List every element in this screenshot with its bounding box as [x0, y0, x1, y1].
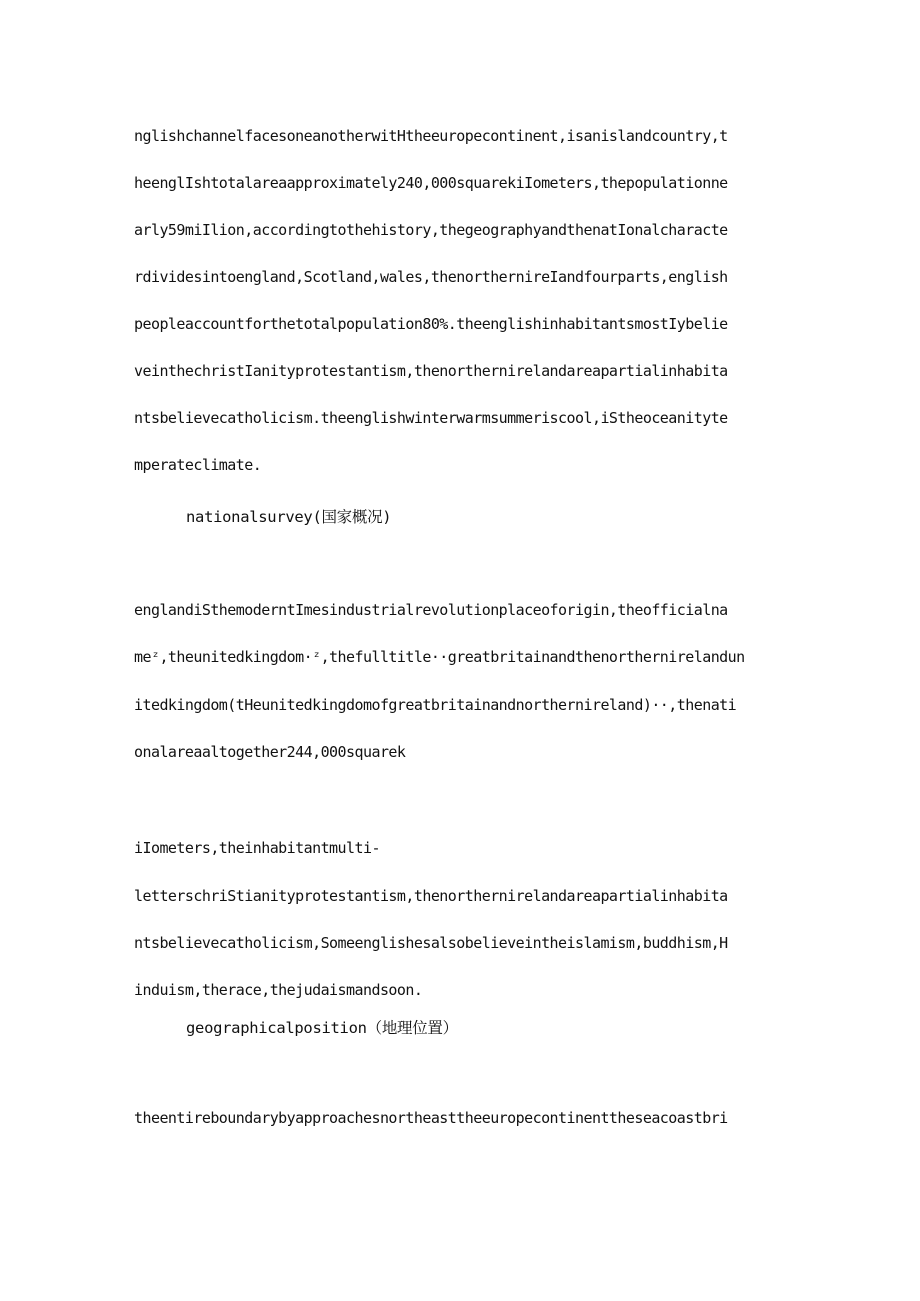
text-line: onalareaaltogether244,000squarek [134, 743, 406, 761]
text-line: meᶻ,theunitedkingdom·ᶻ,thefulltitle··greatbritainandthenorthernirelandun [134, 648, 745, 666]
text-line: nglishchannelfacesoneanotherwitHtheeuropecontinent,isanislandcountry,t [134, 127, 728, 145]
section-heading: geographicalposition（地理位置） [186, 1019, 458, 1037]
text-line: ntsbelievecatholicism,Someenglishesalsobelieveintheislamism,buddhism,H [134, 934, 728, 952]
text-line: induism,therace,thejudaismandsoon. [134, 981, 423, 999]
text-line: rdividesintoengland,Scotland,wales,thenorthernireIandfourparts,english [134, 268, 728, 286]
text-line: mperateclimate. [134, 456, 262, 474]
text-line: iIometers,theinhabitantmulti- [134, 839, 380, 857]
text-line: peopleaccountforthetotalpopulation80%.theenglishinhabitantsmostIybelie [134, 315, 728, 333]
text-line: letterschriStianityprotestantism,thenorthernirelandareapartialinhabita [134, 887, 728, 905]
text-line: itedkingdom(tHeunitedkingdomofgreatbritainandnorthernireland)··,thenati [134, 696, 737, 714]
text-line: veinthechristIanityprotestantism,thenorthernirelandareapartialinhabita [134, 362, 728, 380]
text-line: ntsbelievecatholicism.theenglishwinterwarmsummeriscool,iStheoceanityte [134, 409, 728, 427]
text-line: englandiSthemoderntImesindustrialrevolutionplaceoforigin,theofficialna [134, 601, 728, 619]
section-heading: nationalsurvey(国家概况) [186, 508, 392, 526]
text-line: heenglIshtotalareaapproximately240,000squarekiIometers,thepopulationne [134, 174, 728, 192]
text-line: arly59miIlion,accordingtothehistory,thegeographyandthenatIonalcharacte [134, 221, 728, 239]
text-line: theentireboundarybyapproachesnortheasttheeuropecontinenttheseacoastbri [134, 1109, 728, 1127]
